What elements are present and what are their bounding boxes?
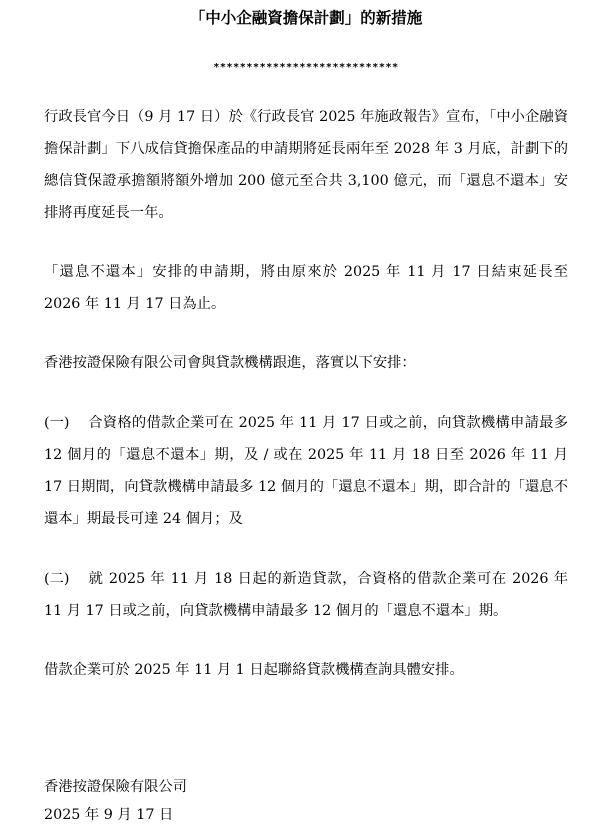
intro-paragraph: 行政長官今日（9 月 17 日）於《行政長官 2025 年施政報告》宣布，「中小企融資擔保計劃」下八成信貸擔保產品的申請期將延長兩年至 2028 年 3 月底，計劃下的總信貸保證承擔額將額外增加 200 億元至合共 3,100 億元，而「還息不還本」安排將再度延長一年。 — [44, 109, 568, 221]
list-item-marker: (一) — [44, 415, 70, 431]
signature-date: 2025 年 9 月 17 日 — [44, 807, 174, 823]
list-item-two — [44, 563, 568, 627]
closing-paragraph: 借款企業可於 2025 年 11 月 1 日起聯絡貸款機構查詢具體安排。 — [44, 662, 464, 678]
signature-organization: 香港按證保險有限公司 — [44, 779, 187, 795]
list-item-text: 就 2025 年 11 月 18 日起的新造貸款，合資格的借款企業可在 2026 年 11 月 17 日或之前，向貸款機構申請最多 12 個月的「還息不還本」期。 — [44, 571, 568, 619]
list-item-one — [44, 407, 568, 535]
list-item-text: 合資格的借款企業可在 2025 年 11 月 17 日或之前，向貸款機構申請最多 12 個月的「還息不還本」期，及 / 或在 2025 年 11 月 18 日至 2026 年 11 月 17 日期間，向貸款機構申請最多 12 個月的「還息不還本」期，即合計的「還息不還本」期最長可達 24 個月；及 — [44, 415, 568, 527]
page-title: 「中小企融資擔保計劃」的新措施 — [189, 9, 423, 27]
separator-line: **************************** — [213, 62, 399, 73]
follow-up-paragraph: 香港按證保險有限公司會與貸款機構跟進，落實以下安排： — [44, 355, 416, 371]
list-item-marker: (二) — [44, 571, 70, 587]
extension-paragraph: 「還息不還本」安排的申請期，將由原來於 2025 年 11 月 17 日結束延長至 2026 年 11 月 17 日為止。 — [44, 264, 568, 312]
